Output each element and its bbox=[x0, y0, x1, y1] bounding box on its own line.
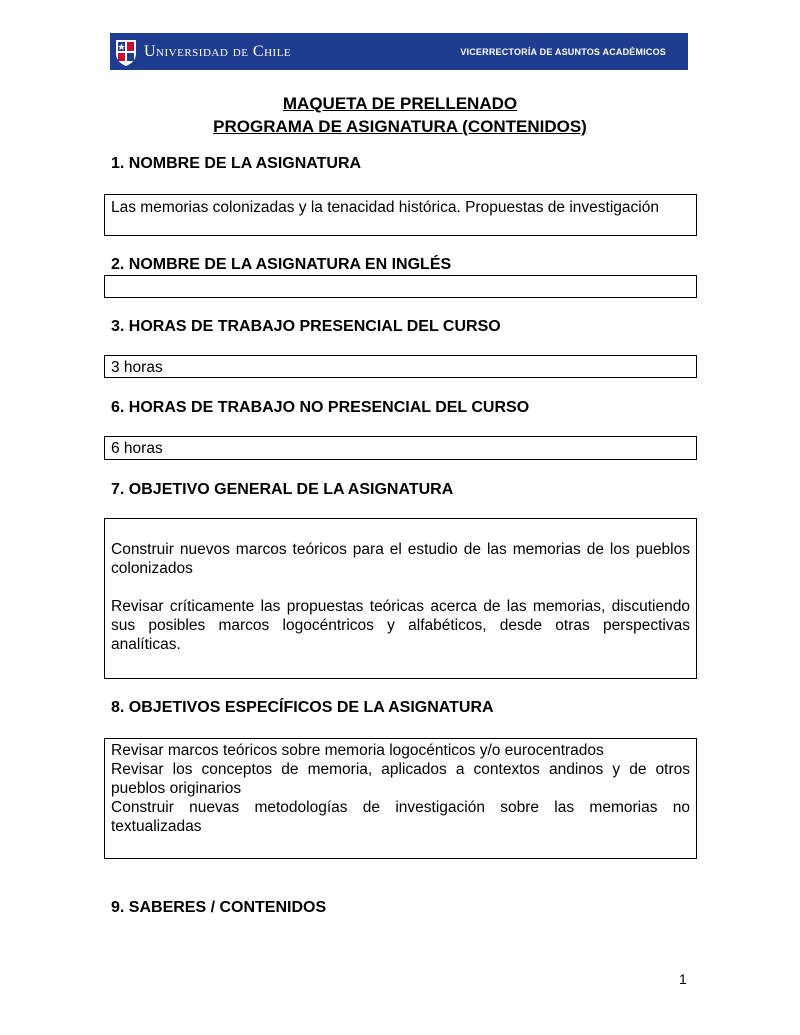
vicerrectoria-label: VICERRECTORÍA DE ASUNTOS ACADÉMICOS bbox=[460, 46, 666, 57]
university-crest-icon bbox=[114, 37, 138, 67]
header-banner bbox=[110, 33, 688, 70]
section-7-heading: 7. OBJETIVO GENERAL DE LA ASIGNATURA bbox=[111, 481, 454, 498]
section-2-box bbox=[104, 275, 697, 298]
section-8-heading: 8. OBJETIVOS ESPECÍFICOS DE LA ASIGNATURA bbox=[111, 699, 494, 716]
section-1-heading: 1. NOMBRE DE LA ASIGNATURA bbox=[111, 155, 362, 172]
section-9-heading: 9. SABERES / CONTENIDOS bbox=[111, 899, 327, 916]
section-3-value: 3 horas bbox=[111, 359, 163, 376]
section-6-box bbox=[104, 436, 697, 460]
section-8-item-3: Construir nuevas metodologías de investigación sobre las memorias no textualizadas bbox=[111, 799, 690, 835]
section-1-box bbox=[104, 194, 697, 236]
section-1-value: Las memorias colonizadas y la tenacidad histórica. Propuestas de investigación bbox=[111, 199, 659, 216]
section-7-box bbox=[104, 518, 697, 679]
page-number: 1 bbox=[679, 971, 687, 987]
section-2-heading: 2. NOMBRE DE LA ASIGNATURA EN INGLÉS bbox=[111, 256, 452, 273]
section-3-heading: 3. HORAS DE TRABAJO PRESENCIAL DEL CURSO bbox=[111, 318, 501, 335]
banner-left bbox=[114, 37, 291, 67]
document-title-line1: MAQUETA DE PRELLENADO bbox=[282, 94, 518, 113]
document-title-line2: PROGRAMA DE ASIGNATURA (CONTENIDOS) bbox=[213, 117, 587, 136]
section-3-box bbox=[104, 355, 697, 378]
section-6-value: 6 horas bbox=[111, 440, 163, 457]
section-8-item-2: Revisar los conceptos de memoria, aplicados a contextos andinos y de otros pueblos originarios bbox=[111, 761, 690, 797]
section-8-item-1: Revisar marcos teóricos sobre memoria logocénticos y/o eurocentrados bbox=[111, 742, 604, 759]
section-8-box bbox=[104, 738, 697, 859]
university-name: Universidad de Chile bbox=[144, 42, 292, 60]
section-7-paragraph-2: Revisar críticamente las propuestas teóricas acerca de las memorias, discutiendo sus posibles marcos logocéntricos y alfabéticos, desde otras perspectivas analíticas. bbox=[111, 598, 690, 653]
section-7-paragraph-1: Construir nuevos marcos teóricos para el estudio de las memorias de los pueblos colonizados bbox=[111, 541, 690, 577]
section-6-heading: 6. HORAS DE TRABAJO NO PRESENCIAL DEL CURSO bbox=[111, 399, 530, 416]
